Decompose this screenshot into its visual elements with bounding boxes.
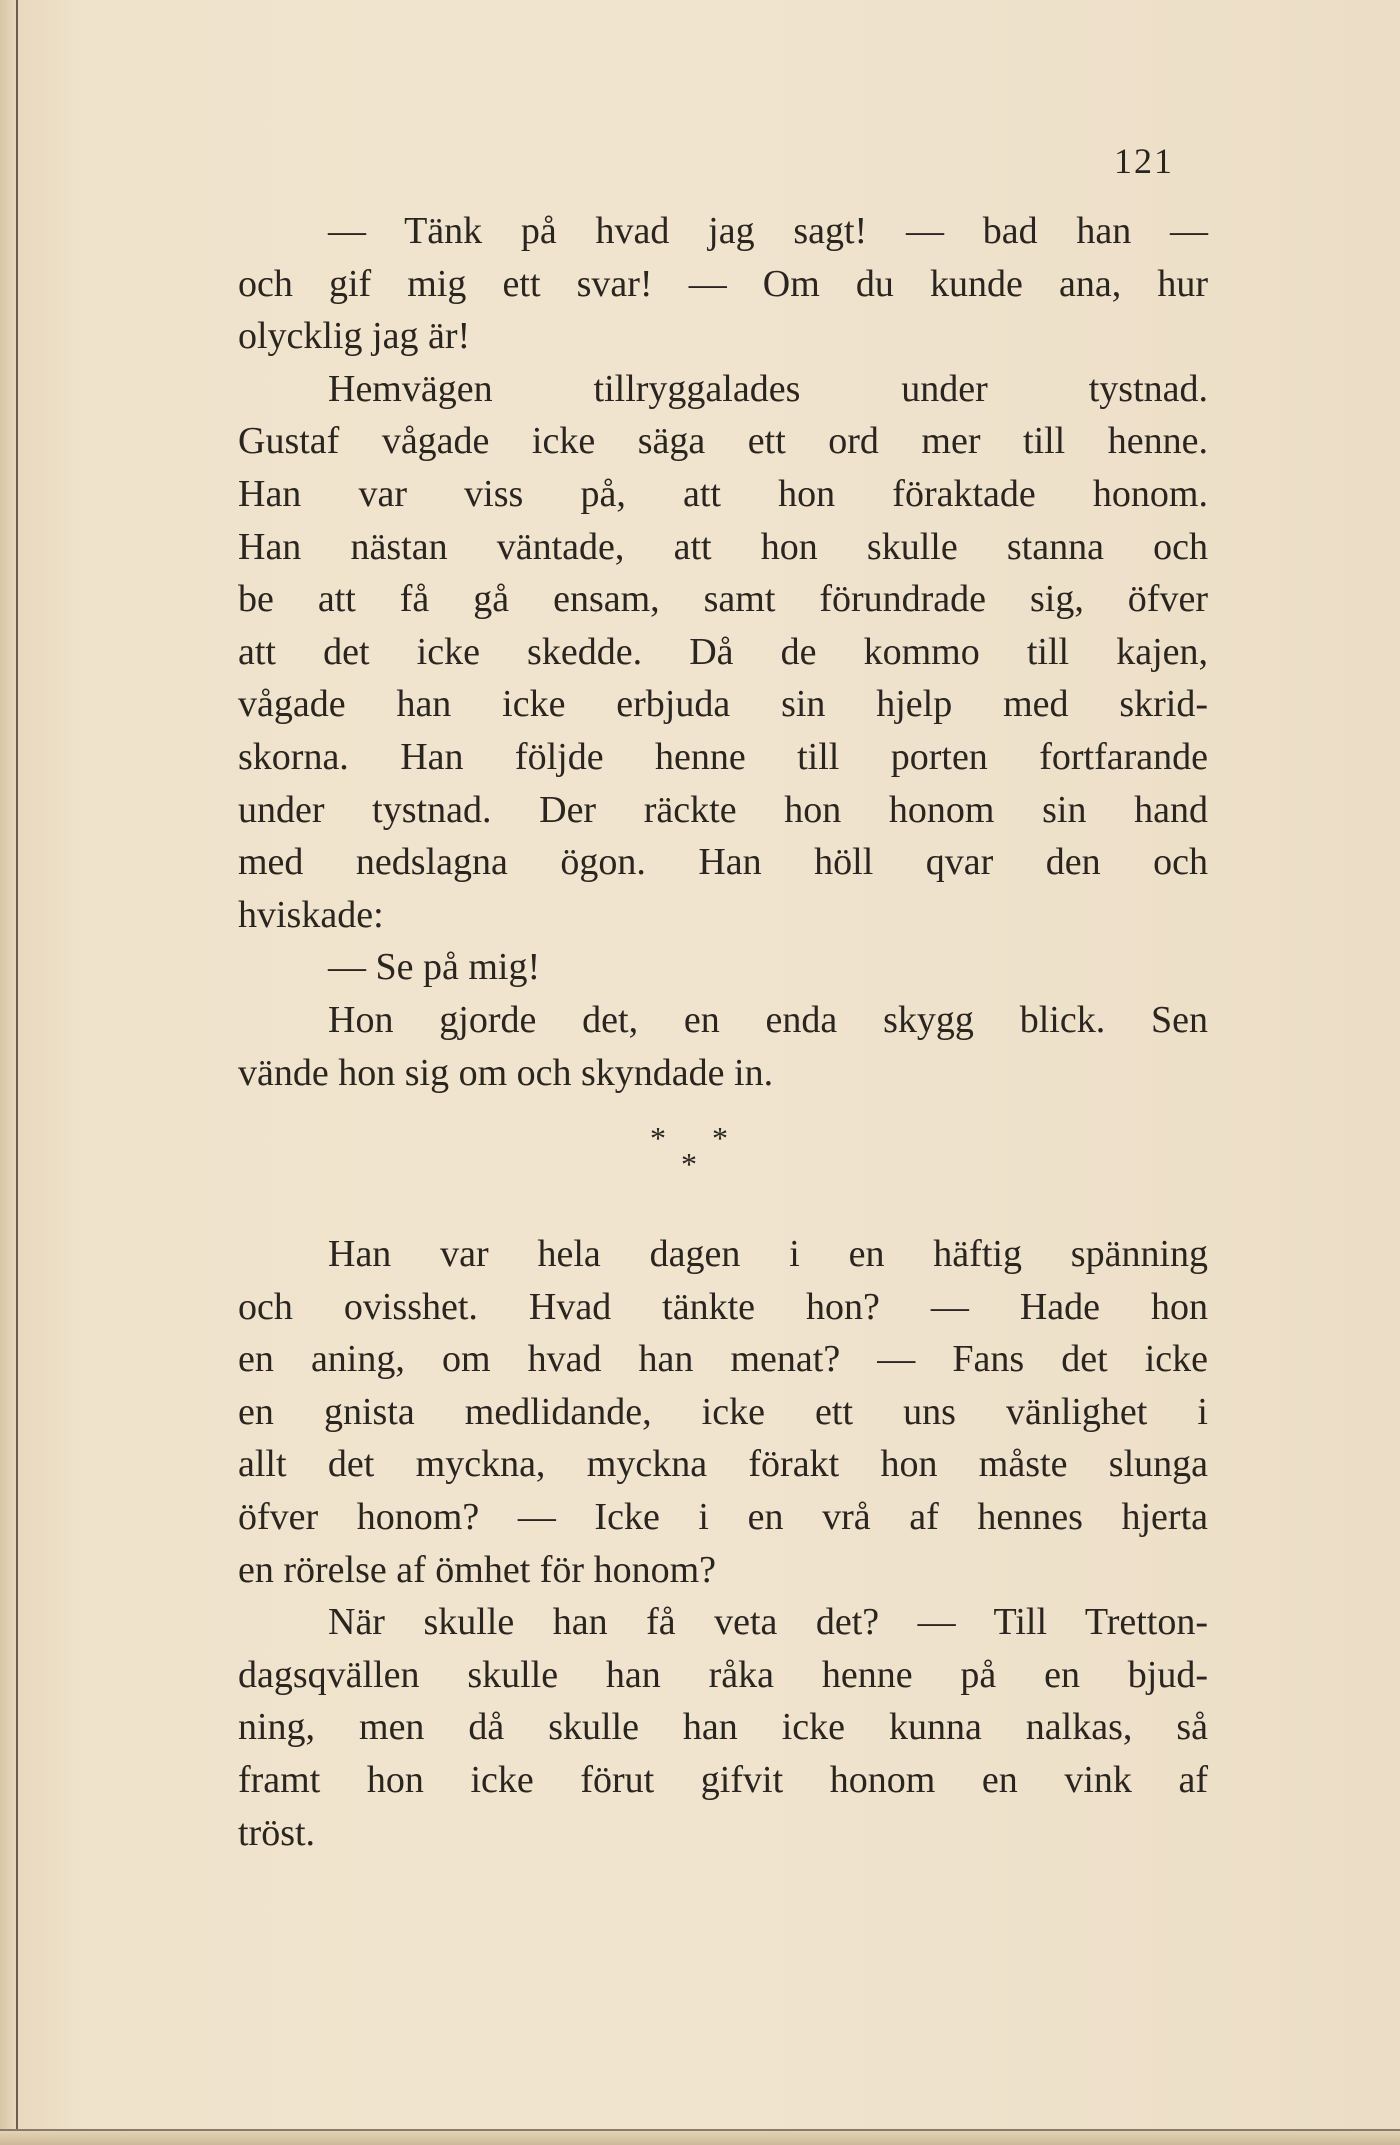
text-line: be att få gå ensam, samt förundrade sig, öfver	[238, 578, 1208, 621]
text-line: Han var viss på, att hon föraktade honom.	[238, 472, 1208, 515]
text-line: en aning, om hvad han menat? — Fans det icke	[238, 1338, 1208, 1381]
text-line: allt det myckna, myckna förakt hon måste slunga	[238, 1443, 1208, 1486]
page-number: 121	[1114, 141, 1174, 181]
text-line: När skulle han få veta det? — Till Tretton-	[328, 1601, 1208, 1644]
text-line: skorna. Han följde henne till porten fortfarande	[238, 735, 1208, 778]
page-left-edge	[0, 0, 18, 2145]
text-line: — Tänk på hvad jag sagt! — bad han —	[328, 210, 1208, 252]
text-line: vågade han icke erbjuda sin hjelp med skrid-	[238, 683, 1208, 726]
text-line: olycklig jag är!	[238, 315, 471, 358]
text-block-1	[238, 205, 1208, 1099]
text-line: en rörelse af ömhet för honom?	[238, 1548, 716, 1591]
text-line: Han nästan väntade, att hon skulle stanna och	[238, 525, 1208, 568]
page-bottom-edge	[0, 2129, 1400, 2145]
text-line: dagsqvällen skulle han råka henne på en bjud-	[238, 1653, 1208, 1696]
text-block-2	[238, 1228, 1208, 1859]
text-line: Hemvägen tillryggalades under tystnad.	[328, 367, 1208, 410]
text-line: att det icke skedde. Då de kommo till kajen,	[238, 630, 1208, 673]
text-line: under tystnad. Der räckte hon honom sin hand	[238, 788, 1208, 831]
section-separator	[650, 1120, 800, 1180]
text-line: en gnista medlidande, icke ett uns vänlighet i	[238, 1390, 1208, 1433]
text-line: med nedslagna ögon. Han höll qvar den och	[238, 841, 1208, 884]
text-line: Gustaf vågade icke säga ett ord mer till henne.	[238, 420, 1208, 463]
text-line: Hon gjorde det, en enda skygg blick. Sen	[328, 998, 1208, 1041]
asterisk: *	[681, 1146, 697, 1182]
text-line: framt hon icke förut gifvit honom en vink af	[238, 1758, 1208, 1801]
text-line: och gif mig ett svar! — Om du kunde ana, hur	[238, 262, 1208, 305]
text-line: hviskade:	[238, 893, 384, 936]
text-line: Han var hela dagen i en häftig spänning	[328, 1233, 1208, 1275]
text-line: öfver honom? — Icke i en vrå af hennes hjerta	[238, 1495, 1208, 1538]
text-line: ning, men då skulle han icke kunna nalkas, så	[238, 1706, 1208, 1749]
text-line: tröst.	[238, 1811, 316, 1854]
asterisk: *	[712, 1120, 728, 1156]
text-line: och ovisshet. Hvad tänkte hon? — Hade hon	[238, 1285, 1208, 1328]
asterisk: *	[650, 1120, 666, 1156]
text-line: vände hon sig om och skyndade in.	[238, 1051, 774, 1094]
text-line: — Se på mig!	[328, 946, 541, 989]
